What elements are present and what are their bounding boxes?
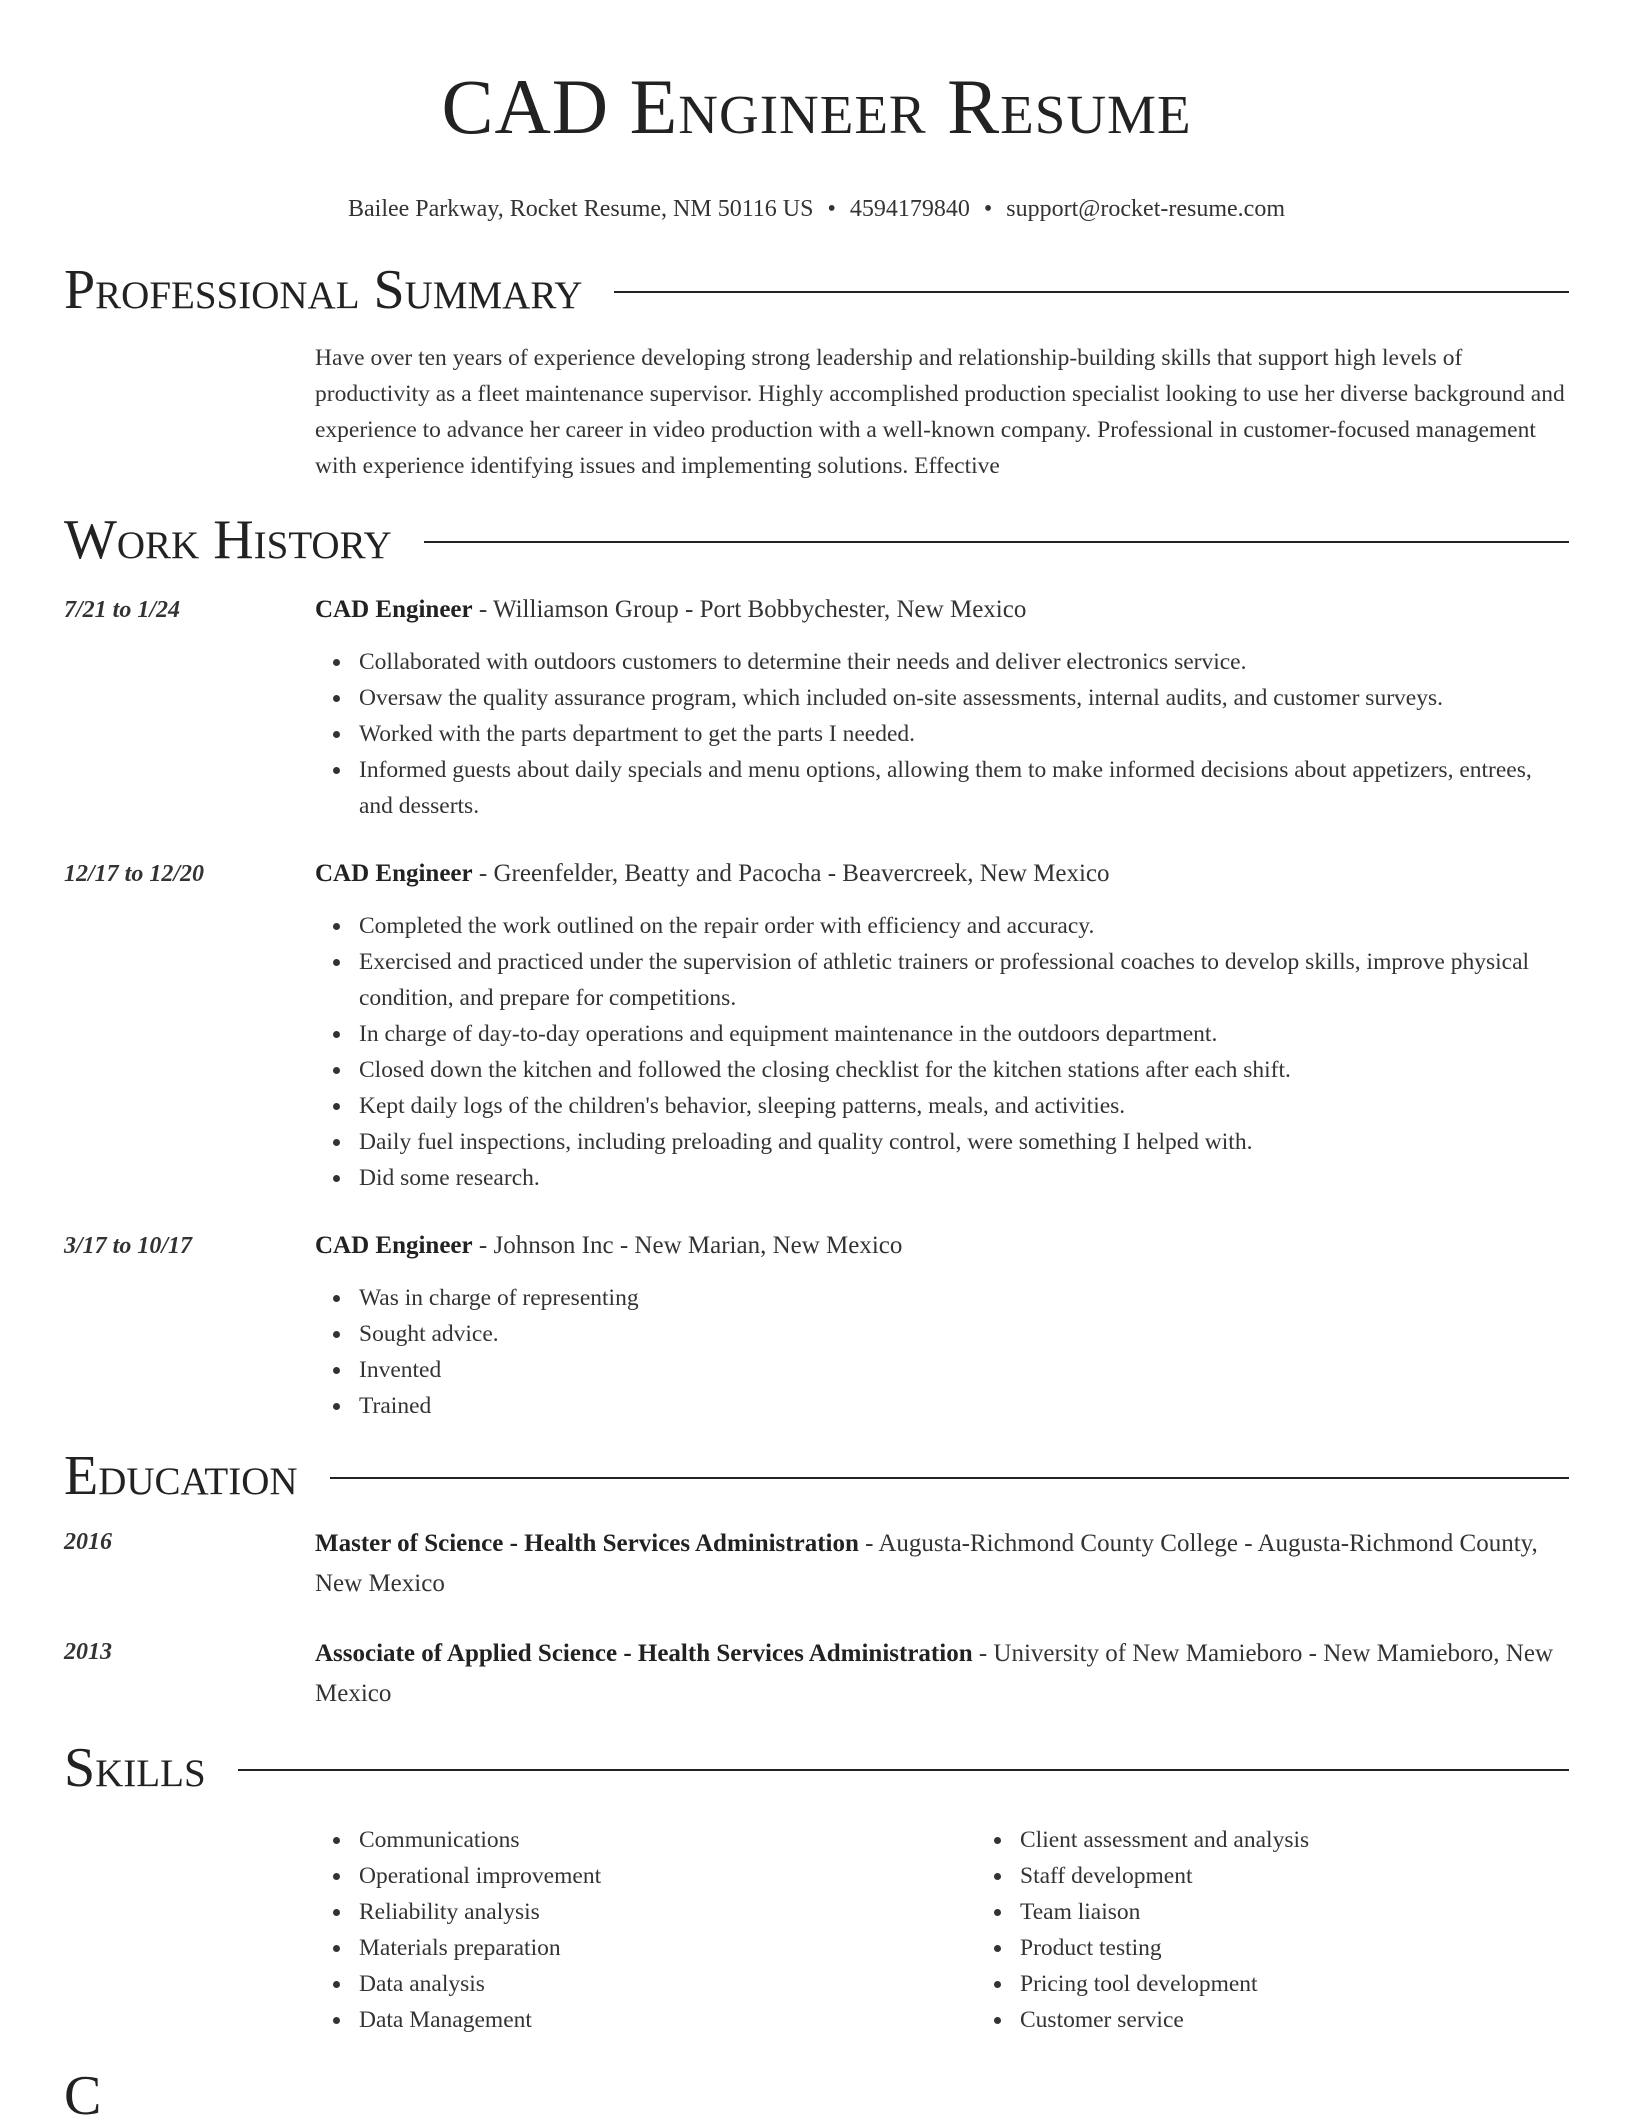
skill-item: Team liaison bbox=[1020, 1894, 1632, 1930]
education-heading: Education bbox=[64, 1445, 298, 1507]
education-school: - University of New Mamieboro - New Mamieboro, New Mexico bbox=[315, 1640, 1554, 1707]
job-bullet-list bbox=[315, 644, 1569, 824]
next-section-header bbox=[64, 2064, 1569, 2128]
list-item: Oversaw the quality assurance program, which included on-site assessments, internal audits, and customer surveys. bbox=[359, 680, 1569, 716]
job-title: CAD Engineer bbox=[315, 596, 473, 623]
list-item: Invented bbox=[359, 1352, 1569, 1388]
job-details: - Johnson Inc - New Marian, New Mexico bbox=[472, 1232, 903, 1259]
job-details: - Williamson Group - Port Bobbychester, New Mexico bbox=[472, 596, 1027, 623]
list-item: Closed down the kitchen and followed the closing checklist for the kitchen stations after each shift. bbox=[359, 1052, 1569, 1088]
skill-item: Client assessment and analysis bbox=[1020, 1822, 1632, 1858]
skill-item: Customer service bbox=[1020, 2002, 1632, 2038]
contact-email[interactable]: support@rocket-resume.com bbox=[1006, 196, 1285, 222]
summary-row bbox=[64, 340, 1569, 484]
skill-item: Operational improvement bbox=[359, 1858, 976, 1894]
list-item: Did some research. bbox=[359, 1160, 1569, 1196]
resume-title: CAD Engineer Resume bbox=[441, 63, 1192, 150]
list-item: Worked with the parts department to get the parts I needed. bbox=[359, 716, 1569, 752]
education-degree: Associate of Applied Science - Health Services Administration bbox=[315, 1640, 973, 1667]
section-divider bbox=[614, 291, 1569, 293]
skills-section-header bbox=[64, 1736, 1569, 1800]
job-title: CAD Engineer bbox=[315, 860, 473, 887]
skill-item: Pricing tool development bbox=[1020, 1966, 1632, 2002]
section-divider bbox=[238, 1769, 1569, 1771]
list-item: Completed the work outlined on the repair order with efficiency and accuracy. bbox=[359, 908, 1569, 944]
education-school: - Augusta-Richmond County College - Augusta-Richmond County, New Mexico bbox=[315, 1530, 1538, 1597]
contact-separator: • bbox=[827, 196, 836, 222]
education-year: 2016 bbox=[64, 1529, 112, 1555]
job-bullet-list bbox=[315, 1280, 1569, 1424]
summary-heading: Professional Summary bbox=[64, 259, 583, 321]
list-item: Sought advice. bbox=[359, 1316, 1569, 1352]
education-details bbox=[315, 1524, 1569, 1604]
skills-heading: Skills bbox=[64, 1737, 206, 1799]
next-section-heading: C bbox=[64, 2065, 102, 2127]
education-entry bbox=[64, 1634, 1569, 1714]
work-section-header bbox=[64, 508, 1569, 572]
skill-item: Staff development bbox=[1020, 1858, 1632, 1894]
job-title: CAD Engineer bbox=[315, 1232, 473, 1259]
skill-item: Reliability analysis bbox=[359, 1894, 976, 1930]
list-item: Informed guests about daily specials and menu options, allowing them to make informed decisions about appetizers, entrees, and desserts. bbox=[359, 752, 1569, 824]
contact-address: Bailee Parkway, Rocket Resume, NM 50116 US bbox=[348, 196, 814, 222]
education-year: 2013 bbox=[64, 1639, 112, 1665]
skill-item: Materials preparation bbox=[359, 1930, 976, 1966]
job-header bbox=[315, 1228, 1569, 1264]
education-degree: Master of Science - Health Services Administration bbox=[315, 1530, 859, 1557]
job-entry bbox=[64, 1228, 1569, 1424]
contact-separator: • bbox=[983, 196, 993, 222]
job-entry bbox=[64, 592, 1569, 824]
skills-list-left bbox=[315, 1822, 976, 2038]
job-header bbox=[315, 592, 1569, 628]
summary-text: Have over ten years of experience developing strong leadership and relationship-building skills that support high levels of productivity as a fleet maintenance supervisor. Highly accomplished production specialist looking to use her diverse background and experience to advance her career in video production with a well-known company. Professional in customer-focused management with experience identifying issues and implementing solutions. Effective bbox=[315, 345, 1565, 479]
list-item: Was in charge of representing bbox=[359, 1280, 1569, 1316]
section-divider bbox=[424, 541, 1569, 543]
contact-line bbox=[64, 194, 1569, 224]
skills-row bbox=[64, 1822, 1569, 2038]
skills-list-right bbox=[976, 1822, 1632, 2038]
job-header bbox=[315, 856, 1569, 892]
section-divider bbox=[330, 1477, 1569, 1479]
skills-grid bbox=[315, 1822, 1632, 2038]
education-details bbox=[315, 1634, 1569, 1714]
work-heading: Work History bbox=[64, 509, 392, 571]
resume-page bbox=[64, 0, 1569, 2128]
summary-section-header bbox=[64, 258, 1569, 322]
job-dates: 3/17 to 10/17 bbox=[64, 1233, 193, 1259]
skill-item: Data Management bbox=[359, 2002, 976, 2038]
list-item: Trained bbox=[359, 1388, 1569, 1424]
list-item: Daily fuel inspections, including preloading and quality control, were something I helped with. bbox=[359, 1124, 1569, 1160]
job-entry bbox=[64, 856, 1569, 1196]
skill-item: Product testing bbox=[1020, 1930, 1632, 1966]
job-dates: 12/17 to 12/20 bbox=[64, 861, 205, 887]
skill-item: Communications bbox=[359, 1822, 976, 1858]
education-entry bbox=[64, 1524, 1569, 1604]
skill-item: Data analysis bbox=[359, 1966, 976, 2002]
contact-phone[interactable]: 4594179840 bbox=[849, 196, 970, 222]
education-section-header bbox=[64, 1444, 1569, 1508]
job-details: - Greenfelder, Beatty and Pacocha - Beavercreek, New Mexico bbox=[472, 860, 1110, 887]
job-bullet-list bbox=[315, 908, 1569, 1196]
list-item: Exercised and practiced under the supervision of athletic trainers or professional coaches to develop skills, improve physical condition, and prepare for competitions. bbox=[359, 944, 1569, 1016]
list-item: Kept daily logs of the children's behavior, sleeping patterns, meals, and activities. bbox=[359, 1088, 1569, 1124]
list-item: Collaborated with outdoors customers to determine their needs and deliver electronics service. bbox=[359, 644, 1569, 680]
list-item: In charge of day-to-day operations and equipment maintenance in the outdoors department. bbox=[359, 1016, 1569, 1052]
job-dates: 7/21 to 1/24 bbox=[64, 597, 181, 623]
